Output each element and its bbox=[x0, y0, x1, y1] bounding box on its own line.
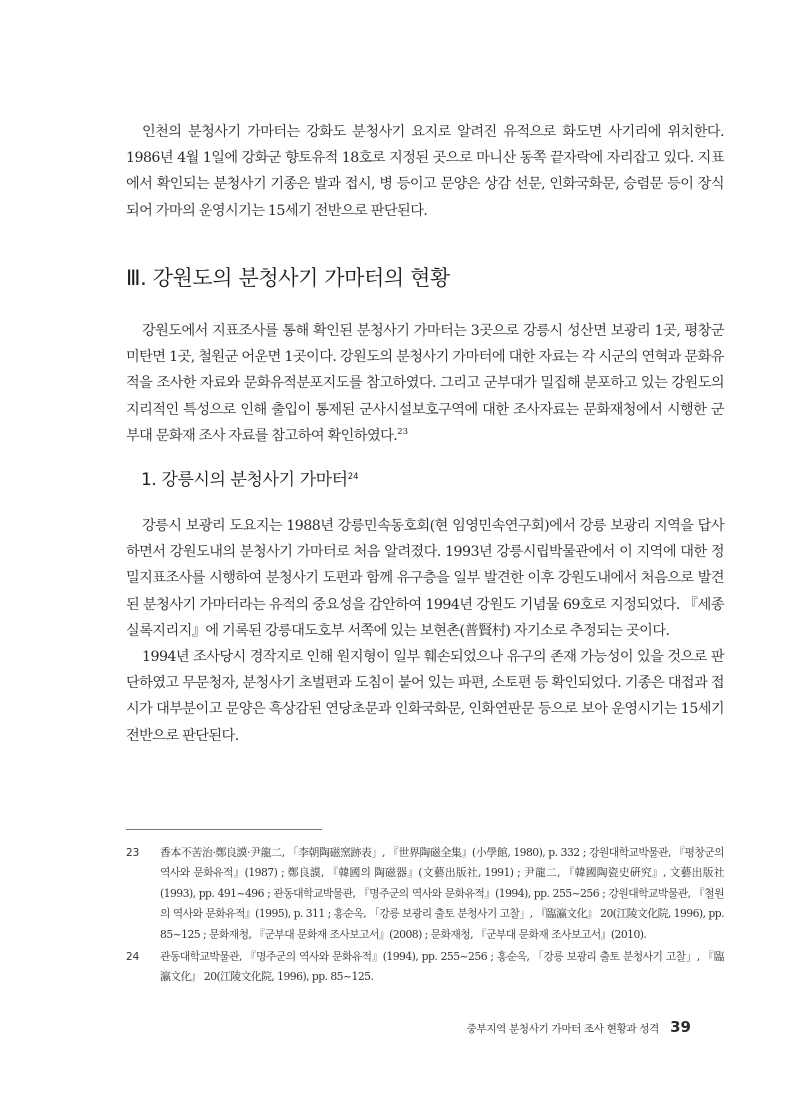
footnote-number: 23 bbox=[126, 847, 140, 859]
footnote-ref-24[interactable]: 24 bbox=[347, 472, 359, 482]
footnote-text: 관동대학교박물관, 『명주군의 역사와 문화유적』(1994), pp. 255~256 ; 홍순옥, 「강릉 보광리 출토 분청사기 고찰」, 『臨瀛文化』 20(江陵文化院, 1996), pp. 85~125. bbox=[160, 950, 724, 984]
subsection-heading bbox=[141, 465, 359, 490]
subsection-heading-text: 1. 강릉시의 분청사기 가마터 bbox=[141, 470, 348, 490]
footnote-text: 香本不苦治·鄭良謨·尹龍二, 「李朝陶磁窯跡表」, 『世界陶磁全集』(小學館, 1980), p. 332 ; 강원대학교박물관, 『평창군의 역사와 문화유적』(1987) ; 鄭良謨, 『韓國의 陶磁器』(文藝出版社, 1991) ; 尹龍二, 『韓國陶瓷史硏究』, 文藝出版社(1993), pp. 491~496 ; 관동대학교박물관, 『명주군의 역사와 문화유적』(1994), pp. 255~256 ; 강원대학교박물관, 『철원의 역사와 문화유적』(1995), p. 311 ; 홍순옥, 「강릉 보광리 출토 분청사기 고찰」, 『臨瀛文化』 20(江陵文化院, 1996), pp. 85~125 ; 문화재청, 『군부대 문화재 조사보고서』(2008) ; 문화재청, 『군부대 문화재 조사보고서』(2010). bbox=[160, 846, 724, 941]
footnote-24 bbox=[126, 947, 724, 988]
footnote-divider bbox=[126, 829, 322, 830]
section-paragraph-text: 강원도에서 지표조사를 통해 확인된 분청사기 가마터는 3곳으로 강릉시 성산면 보광리 1곳, 평창군 미탄면 1곳, 철원군 어운면 1곳이다. 강원도의 분청사기 가마터에 대한 자료는 각 시군의 연혁과 문화유적을 조사한 자료와 문화유적분포지도를 참고하였다. 그리고 군부대가 밀집해 분포하고 있는 강원도의 지리적인 특성으로 인해 출입이 통제된 군사시설보호구역에 대한 조사자료는 문화재청에서 시행한 군부대 문화재 조사 자료를 참고하여 확인하였다. bbox=[126, 323, 724, 444]
section-text-block bbox=[126, 318, 724, 449]
subsection-paragraph-1: 강릉시 보광리 도요지는 1988년 강릉민속동호회(현 임영민속연구회)에서 강릉 보광리 지역을 답사하면서 강원도내의 분청사기 가마터로 처음 알려졌다. 1993년 강릉시립박물관에서 이 지역에 대한 정밀지표조사를 시행하여 분청사기 도편과 함께 유구층을 일부 발견한 이후 강원도내에서 처음으로 발견된 분청사기 가마터라는 유적의 중요성을 감안하여 1994년 강원도 기념물 69호로 지정되었다. 『세종실록지리지』에 기록된 강릉대도호부 서쪽에 있는 보현촌(普賢村) 자기소로 추정되는 곳이다. bbox=[126, 518, 724, 639]
subsection-text-block bbox=[126, 513, 724, 749]
subsection-paragraph-2: 1994년 조사당시 경작지로 인해 원지형이 일부 훼손되었으나 유구의 존재 가능성이 있을 것으로 판단하였고 무문청자, 분청사기 초벌편과 도침이 붙어 있는 파편, 소토편 등 확인되었다. 기종은 대접과 접시가 대부분이고 문양은 흑상감된 연당초문과 인화국화문, 인화연판문 등으로 보아 운영시기는 15세기 전반으로 판단된다. bbox=[126, 649, 724, 744]
footnote-ref-23[interactable]: 23 bbox=[397, 426, 409, 437]
running-title: 중부지역 분청사기 가마터 조사 현황과 성격 bbox=[466, 1023, 660, 1035]
intro-text-block bbox=[126, 119, 724, 224]
section-heading: Ⅲ. 강원도의 분청사기 가마터의 현황 bbox=[126, 266, 450, 290]
footnote-number: 24 bbox=[126, 951, 140, 964]
footnotes bbox=[126, 843, 724, 990]
page-number: 39 bbox=[670, 1018, 691, 1036]
footnote-23 bbox=[126, 843, 724, 945]
section-paragraph bbox=[126, 318, 724, 449]
page-footer bbox=[467, 1017, 691, 1036]
intro-paragraph: 인천의 분청사기 가마터는 강화도 분청사기 요지로 알려진 유적으로 화도면 사기리에 위치한다. 1986년 4월 1일에 강화군 향토유적 18호로 지정된 곳으로 마니산 동쪽 끝자락에 자리잡고 있다. 지표에서 확인되는 분청사기 기종은 발과 접시, 병 등이고 문양은 상감 선문, 인화국화문, 승렴문 등이 장식되어 가마의 운영시기는 15세기 전반으로 판단된다. bbox=[126, 124, 724, 219]
